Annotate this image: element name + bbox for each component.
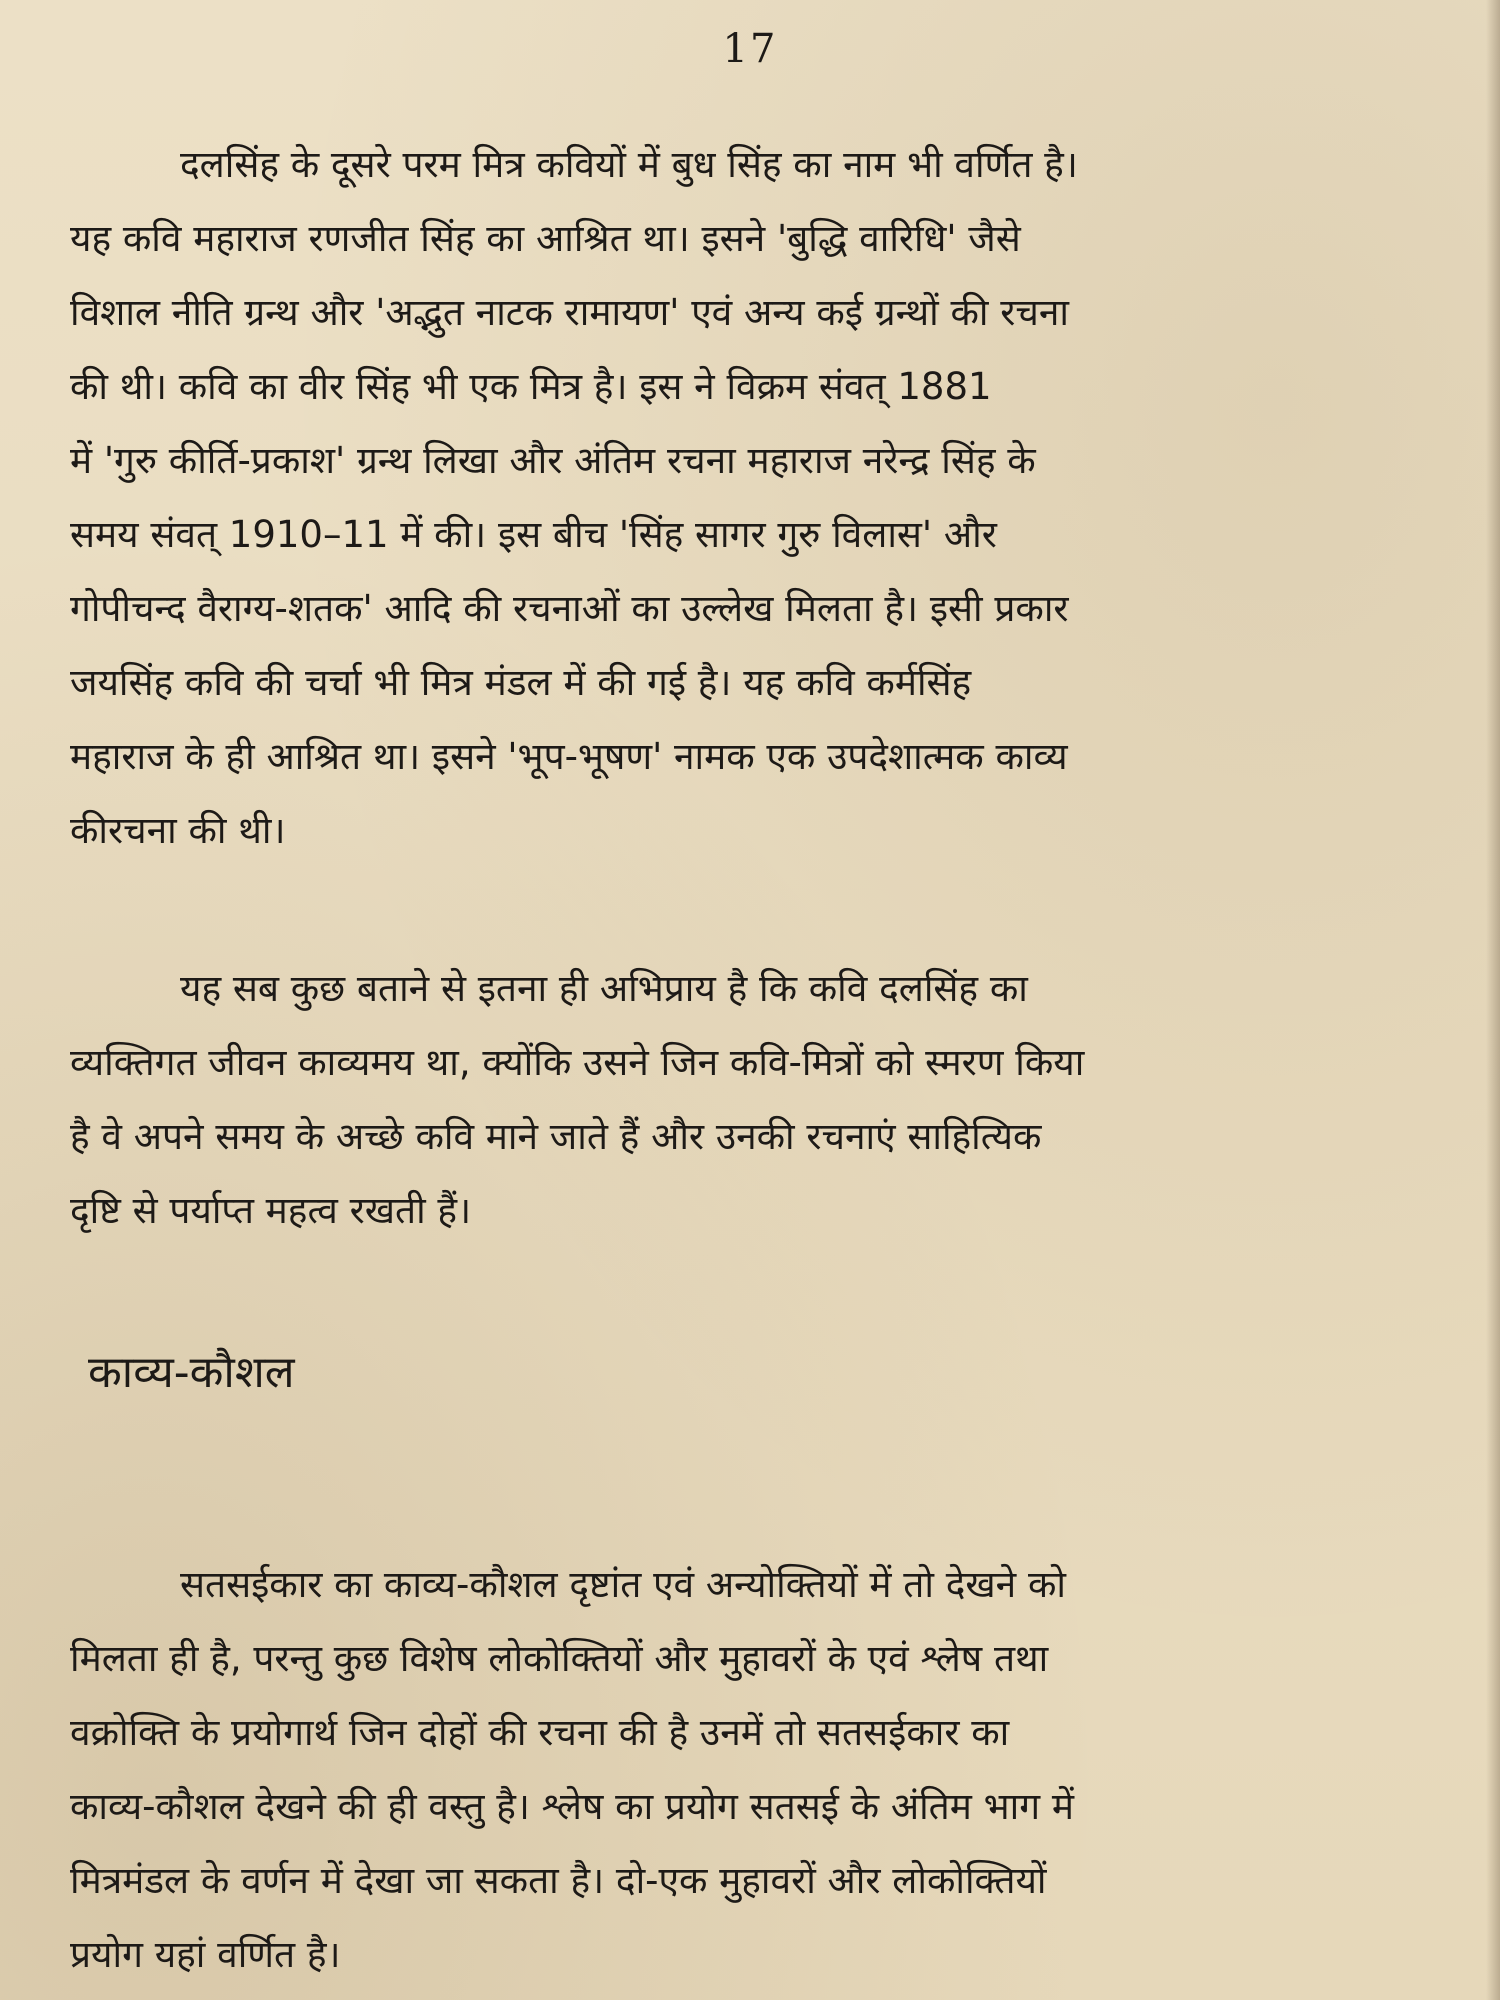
paragraph-line: में 'गुरु कीर्ति-प्रकाश' ग्रन्थ लिखा और अंतिम रचना महाराज नरेन्द्र सिंह के [70, 439, 1036, 482]
paragraph-line: विशाल नीति ग्रन्थ और 'अद्भुत नाटक रामायण' एवं अन्य कई ग्रन्थों की रचना [70, 291, 1069, 334]
page-number: 17 [722, 26, 778, 72]
page-edge-shadow [1486, 0, 1500, 2000]
paragraph-line: यह कवि महाराज रणजीत सिंह का आश्रित था। इसने 'बुद्धि वारिधि' जैसे [70, 217, 1021, 260]
paragraph-line: की थी। कवि का वीर सिंह भी एक मित्र है। इस ने विक्रम संवत् 1881 [70, 365, 992, 408]
paragraph-line: दलसिंह के दूसरे परम मित्र कवियों में बुध सिंह का नाम भी वर्णित है। [180, 143, 1078, 186]
paragraph-line: यह सब कुछ बताने से इतना ही अभिप्राय है कि कवि दलसिंह का [180, 967, 1028, 1010]
paragraph-line: मित्रमंडल के वर्णन में देखा जा सकता है। दो-एक मुहावरों और लोकोक्तियों [70, 1859, 1047, 1902]
paragraph-line: व्यक्तिगत जीवन काव्यमय था, क्योंकि उसने जिन कवि-मित्रों को स्मरण किया [70, 1041, 1085, 1084]
paragraph-line: जयसिंह कवि की चर्चा भी मित्र मंडल में की गई है। यह कवि कर्मसिंह [70, 661, 972, 704]
paragraph-line: सतसईकार का काव्य-कौशल दृष्टांत एवं अन्योक्तियों में तो देखने को [180, 1563, 1066, 1606]
paragraph-line: है वे अपने समय के अच्छे कवि माने जाते हैं और उनकी रचनाएं साहित्यिक [70, 1115, 1042, 1158]
paragraph-line: मिलता ही है, परन्तु कुछ विशेष लोकोक्तियों और मुहावरों के एवं श्लेष तथा [70, 1637, 1049, 1680]
section-heading: काव्य-कौशल [88, 1347, 295, 1398]
paragraph-line: वक्रोक्ति के प्रयोगार्थ जिन दोहों की रचना की है उनमें तो सतसईकार का [70, 1711, 1010, 1754]
paragraph-line: काव्य-कौशल देखने की ही वस्तु है। श्लेष का प्रयोग सतसई के अंतिम भाग में [70, 1785, 1074, 1828]
paragraph-line: प्रयोग यहां वर्णित है। [70, 1933, 341, 1976]
paragraph-2 [70, 952, 1430, 1248]
paragraph-1 [70, 128, 1430, 868]
paragraph-line: गोपीचन्द वैराग्य-शतक' आदि की रचनाओं का उल्लेख मिलता है। इसी प्रकार [70, 587, 1069, 630]
paragraph-line: महाराज के ही आश्रित था। इसने 'भूप-भूषण' नामक एक उपदेशात्मक काव्य [70, 735, 1068, 778]
paragraph-3 [70, 1548, 1430, 1992]
paragraph-line: कीरचना की थी। [70, 809, 286, 852]
paragraph-line: दृष्टि से पर्याप्त महत्व रखती हैं। [70, 1189, 472, 1232]
paragraph-line: समय संवत् 1910–11 में की। इस बीच 'सिंह सागर गुरु विलास' और [70, 513, 997, 556]
